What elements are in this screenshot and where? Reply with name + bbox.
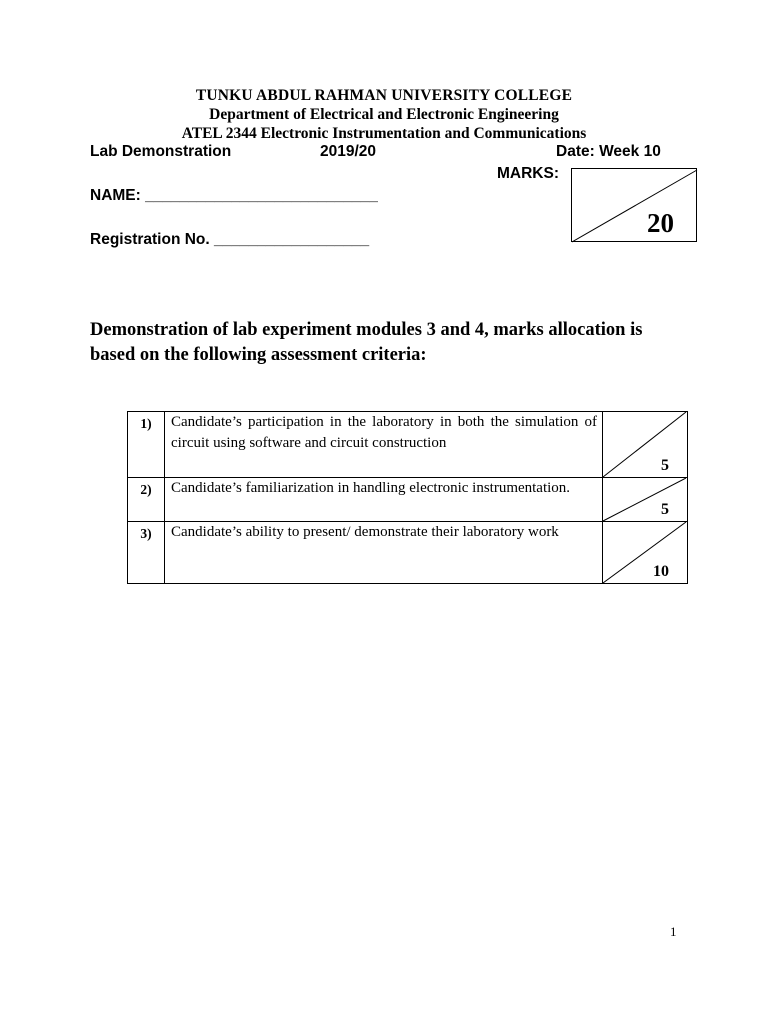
diagonal-line — [603, 412, 687, 478]
diagonal-line — [603, 522, 687, 584]
criteria-description: Candidate’s ability to present/ demonstrate their laboratory work — [165, 522, 603, 584]
criteria-description: Candidate’s participation in the laboratory in both the simulation of circuit using software and circuit construction — [165, 412, 603, 478]
marks-total-value: 20 — [647, 208, 674, 238]
institution-name: TUNKU ABDUL RAHMAN UNIVERSITY COLLEGE — [195, 87, 573, 104]
criteria-score-cell — [603, 522, 688, 584]
criteria-number: 3) — [128, 522, 165, 584]
department-name: Department of Electrical and Electronic Engineering — [209, 106, 559, 123]
document-header — [0, 86, 768, 143]
criteria-number: 2) — [128, 478, 165, 522]
criteria-number: 1) — [128, 412, 165, 478]
name-field[interactable]: NAME: ___________________________ — [90, 187, 378, 204]
criteria-marks: 10 — [653, 563, 669, 580]
diagonal-line — [603, 478, 687, 522]
lab-demonstration-label: Lab Demonstration — [90, 143, 232, 160]
session-label: 2019/20 — [320, 143, 377, 160]
criteria-marks: 5 — [661, 501, 669, 518]
diagonal-line — [572, 169, 698, 243]
course-title: ATEL 2344 Electronic Instrumentation and Communications — [181, 125, 587, 142]
criteria-row — [128, 522, 688, 584]
criteria-row — [128, 478, 688, 522]
criteria-description: Candidate’s familiarization in handling electronic instrumentation. — [165, 478, 603, 522]
date-label: Date: Week 10 — [556, 143, 661, 160]
marks-label: MARKS: — [497, 165, 559, 182]
marks-total-box — [571, 168, 697, 242]
criteria-table — [127, 411, 688, 584]
registration-field[interactable]: Registration No. __________________ — [90, 231, 370, 248]
criteria-score-cell — [603, 478, 688, 522]
criteria-marks: 5 — [661, 457, 669, 474]
page-number: 1 — [670, 924, 677, 939]
criteria-row — [128, 412, 688, 478]
criteria-score-cell — [603, 412, 688, 478]
assessment-heading: Demonstration of lab experiment modules 3 and 4, marks allocation is based on the following assessment criteria: — [90, 320, 643, 365]
